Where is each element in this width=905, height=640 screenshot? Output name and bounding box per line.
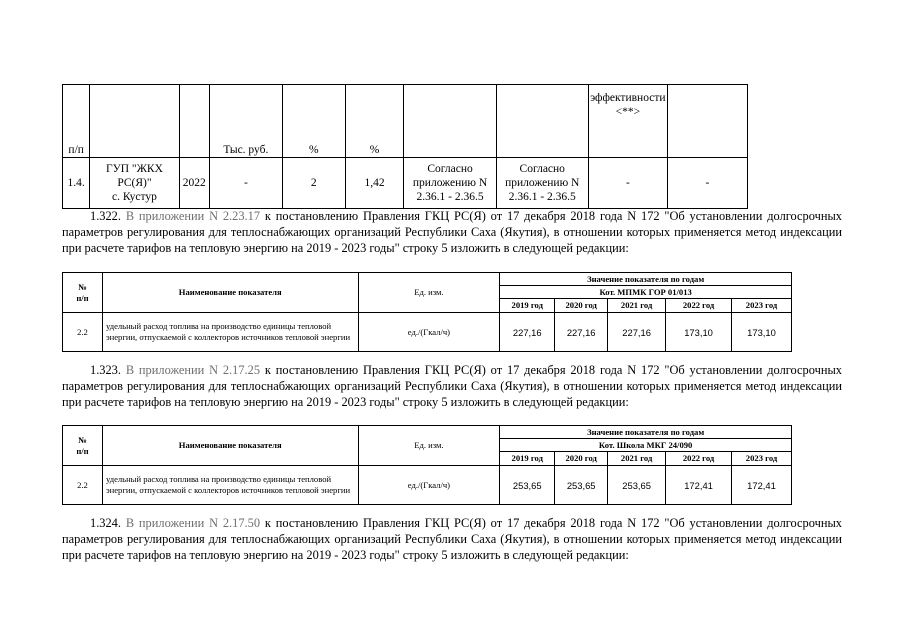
header-cell (667, 85, 747, 158)
unit-cell: ед./(Гкал/ч) (358, 466, 500, 505)
appendix-reference: В приложении N 2.17.25 (125, 363, 261, 377)
value-cell: 173,10 (666, 313, 732, 352)
indicator-table (62, 272, 792, 352)
year-header: 2021 год (608, 452, 666, 466)
amendment-paragraph (62, 208, 842, 256)
value-cell: 2 (282, 158, 345, 209)
row-number: 2.2 (63, 313, 103, 352)
reference-line: 2.36.1 - 2.36.5 (508, 191, 576, 203)
org-line: РС(Я)" (117, 177, 152, 189)
value-cell: 227,16 (555, 313, 608, 352)
boiler-header: Кот. Школа МКГ 24/090 (500, 439, 792, 452)
group-header: Значение показателя по годам (500, 273, 792, 286)
year-header: 2022 год (666, 299, 732, 313)
header-cell (179, 85, 209, 158)
reference-line: 2.36.1 - 2.36.5 (416, 191, 484, 203)
header-cell: % (345, 85, 404, 158)
value-cell: 172,41 (666, 466, 732, 505)
unit-cell: ед./(Гкал/ч) (358, 313, 500, 352)
reference-line: Согласно (519, 163, 565, 175)
col-number-header (63, 426, 103, 466)
header-cell: п/п (63, 85, 90, 158)
year-header: 2023 год (732, 452, 792, 466)
col-unit-header: Ед. изм. (358, 273, 500, 313)
reference-line: приложению N (505, 177, 580, 189)
paragraph-number: 1.323. (90, 363, 121, 377)
header-cell (496, 85, 588, 158)
top-table (62, 84, 748, 209)
year-header: 2020 год (555, 452, 608, 466)
col-name-header: Наименование показателя (102, 426, 358, 466)
paragraph-text: к постановлению Правления ГКЦ РС(Я) от 17 декабря 2018 года N 172 "Об установлении долгосрочных параметров регулирования для теплоснабжающих организаций Республики Саха (Якутия), в отношении которых применяется метод индексации при расчете тарифов на тепловую энергию на 2019 - 2023 годы" строку 5 изложить в следующей редакции: (62, 209, 842, 255)
table-header-row (63, 426, 792, 439)
col-number-line: п/п (76, 445, 89, 456)
col-unit-header: Ед. изм. (358, 426, 500, 466)
paragraph-text: к постановлению Правления ГКЦ РС(Я) от 17 декабря 2018 года N 172 "Об установлении долгосрочных параметров регулирования для теплоснабжающих организаций Республики Саха (Якутия), в отношении которых применяется метод индексации при расчете тарифов на тепловую энергию на 2019 - 2023 годы" строку 5 изложить в следующей редакции: (62, 363, 842, 409)
value-cell: - (667, 158, 747, 209)
indicator-table (62, 425, 792, 505)
efficiency-label: эффективности <**> (590, 92, 666, 118)
value-cell: 253,65 (500, 466, 555, 505)
header-cell: % (282, 85, 345, 158)
paragraph-number: 1.324. (90, 516, 121, 530)
col-number-header (63, 273, 103, 313)
year-header: 2023 год (732, 299, 792, 313)
reference-line: приложению N (412, 177, 488, 189)
year-cell: 2022 (179, 158, 209, 209)
appendix-reference: В приложении N 2.17.50 (125, 516, 261, 530)
year-header: 2022 год (666, 452, 732, 466)
year-header: 2020 год (555, 299, 608, 313)
group-header: Значение показателя по годам (500, 426, 792, 439)
top-table-row (63, 158, 748, 209)
organization-cell (90, 158, 179, 209)
value-cell: 1,42 (345, 158, 404, 209)
col-name-header: Наименование показателя (102, 273, 358, 313)
top-table-header-row (63, 85, 748, 158)
table-header-row (63, 273, 792, 286)
value-cell: 227,16 (608, 313, 666, 352)
col-number-line: п/п (76, 292, 89, 303)
paragraph-text: к постановлению Правления ГКЦ РС(Я) от 17 декабря 2018 года N 172 "Об установлении долгосрочных параметров регулирования для теплоснабжающих организаций Республики Саха (Якутия), в отношении которых применяется метод индексации при расчете тарифов на тепловую энергию на 2019 - 2023 годы" строку 5 изложить в следующей редакции: (62, 516, 842, 562)
col-number-line: № (78, 434, 87, 445)
indicator-name: удельный расход топлива на производство единицы тепловой энергии, отпускаемой с коллекторов источников тепловой энергии (102, 313, 358, 352)
value-cell: 253,65 (555, 466, 608, 505)
header-cell (90, 85, 179, 158)
value-cell: 253,65 (608, 466, 666, 505)
col-number-line: № (78, 281, 87, 292)
value-cell: 172,41 (732, 466, 792, 505)
header-cell-efficiency (588, 85, 667, 158)
appendix-reference: В приложении N 2.23.17 (125, 209, 261, 223)
reference-cell (496, 158, 588, 209)
value-cell: - (209, 158, 282, 209)
year-header: 2019 год (500, 299, 555, 313)
header-cell (404, 85, 496, 158)
year-header: 2021 год (608, 299, 666, 313)
year-header: 2019 год (500, 452, 555, 466)
indicator-name: удельный расход топлива на производство единицы тепловой энергии, отпускаемой с коллекторов источников тепловой энергии (102, 466, 358, 505)
amendment-paragraph (62, 515, 842, 563)
org-line: ГУП "ЖКХ (105, 163, 163, 175)
value-cell: - (588, 158, 667, 209)
amendment-paragraph (62, 362, 842, 410)
row-number: 2.2 (63, 466, 103, 505)
boiler-header: Кот. МПМК ГОР 01/013 (500, 286, 792, 299)
reference-line: Согласно (427, 163, 473, 175)
value-cell: 227,16 (500, 313, 555, 352)
reference-cell (404, 158, 496, 209)
table-row (63, 466, 792, 505)
table-row (63, 313, 792, 352)
paragraph-number: 1.322. (90, 209, 121, 223)
header-cell: Тыс. руб. (209, 85, 282, 158)
org-line: с. Кустур (111, 191, 157, 203)
value-cell: 173,10 (732, 313, 792, 352)
row-number: 1.4. (63, 158, 90, 209)
